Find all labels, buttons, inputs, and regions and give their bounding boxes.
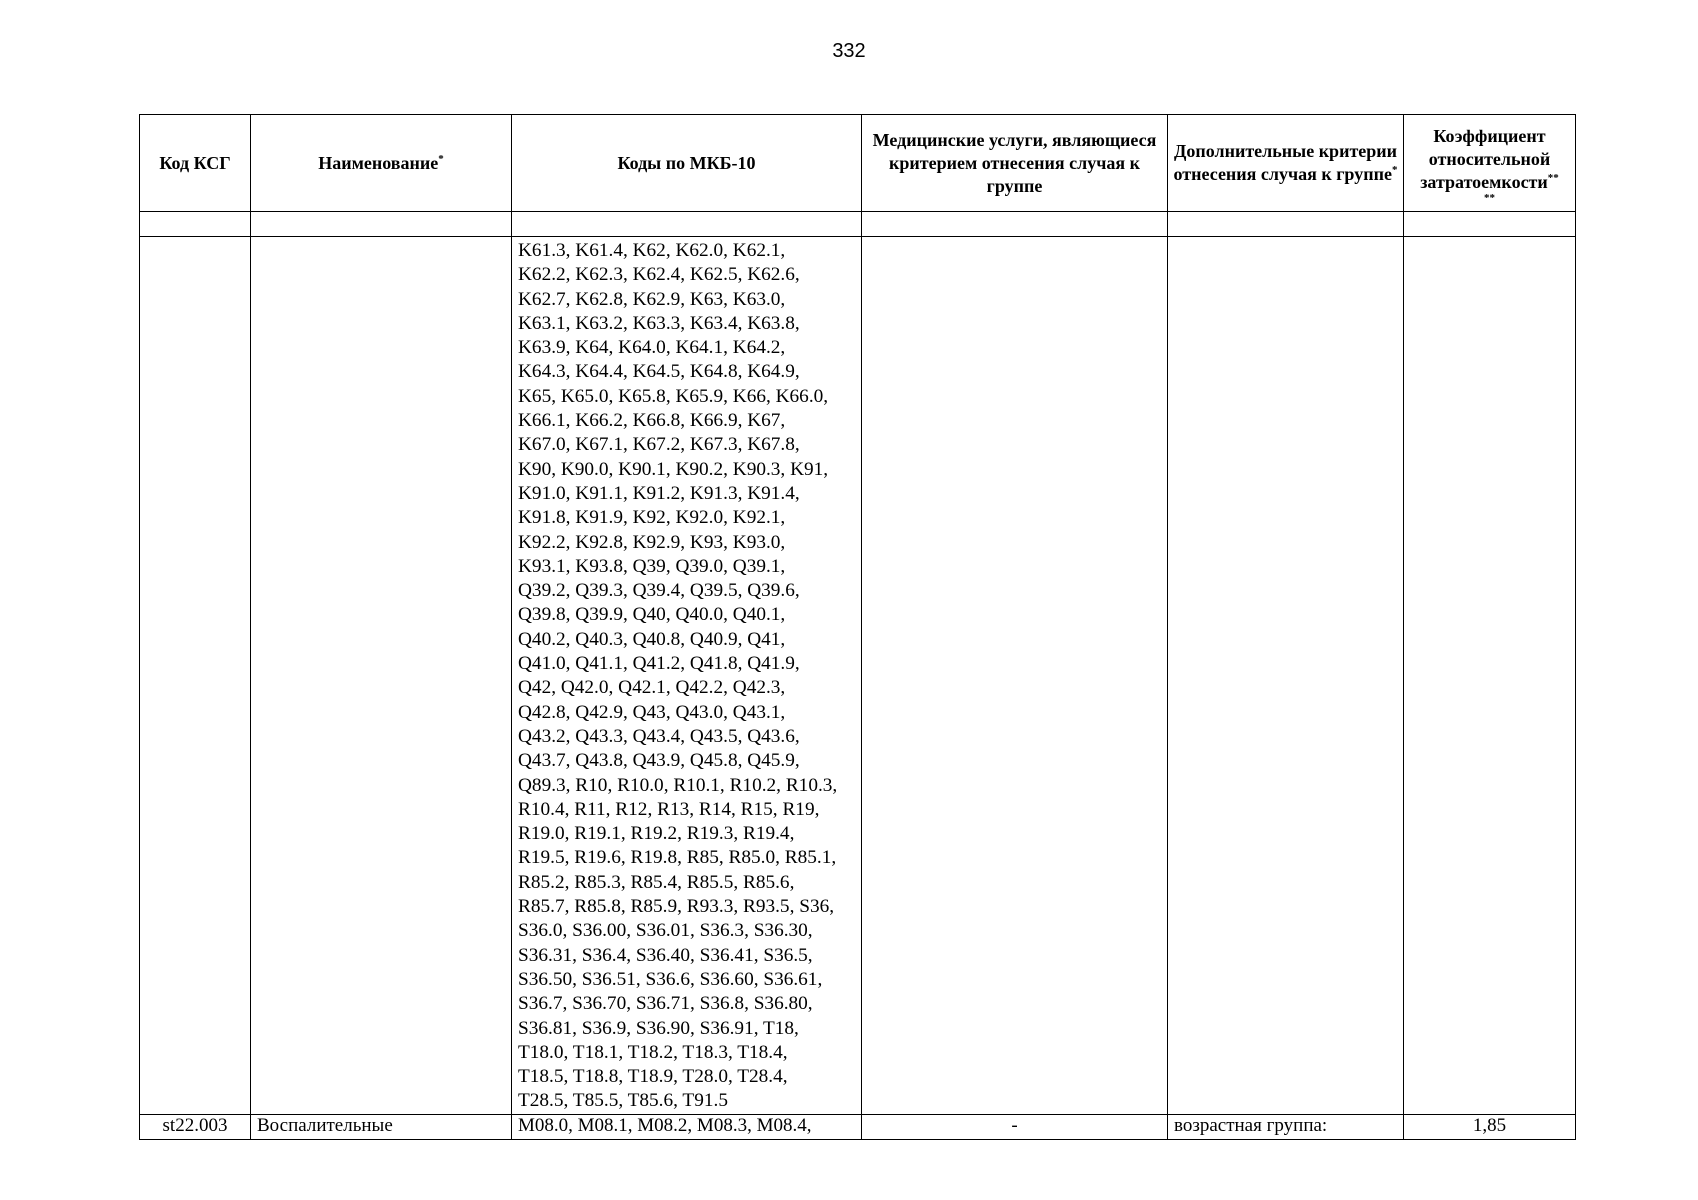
- mkb-code-line: K65, K65.0, K65.8, K65.9, K66, K66.0,: [518, 385, 829, 407]
- mkb-code-line: R19.5, R19.6, R19.8, R85, R85.0, R85.1,: [518, 847, 837, 869]
- header-name: Наименование*: [251, 115, 512, 212]
- mkb-code-line: S36.7, S36.70, S36.71, S36.8, S36.80,: [518, 993, 813, 1015]
- mkb-code-line: Q43.2, Q43.3, Q43.4, Q43.5, Q43.6,: [518, 725, 800, 747]
- mkb-code-line: Q41.0, Q41.1, Q41.2, Q41.8, Q41.9,: [518, 653, 800, 675]
- mkb-code-line: K62.7, K62.8, K62.9, K63, K63.0,: [518, 288, 786, 310]
- mkb-code-line: S36.31, S36.4, S36.40, S36.41, S36.5,: [518, 944, 813, 966]
- mkb-code-line: K67.0, K67.1, K67.2, K67.3, K67.8,: [518, 434, 800, 456]
- mkb-code-line: T18.5, T18.8, T18.9, T28.0, T28.4,: [518, 1066, 788, 1088]
- mkb-code-line: K90, K90.0, K90.1, K90.2, K90.3, K91,: [518, 458, 829, 480]
- mkb-code-line: K62.2, K62.3, K62.4, K62.5, K62.6,: [518, 264, 800, 286]
- cell-services: -: [862, 1114, 1168, 1139]
- header-extra: Дополнительные критерии отнесения случая к группе*: [1168, 115, 1404, 212]
- mkb-code-line: T28.5, T85.5, T85.6, T91.5: [518, 1090, 728, 1112]
- header-mkb: Коды по МКБ-10: [512, 115, 862, 212]
- spacer-row: [140, 212, 1576, 237]
- ksg-table: [139, 114, 1576, 1140]
- cell-code: st22.003: [140, 1114, 251, 1139]
- mkb-code-line: S36.81, S36.9, S36.90, S36.91, T18,: [518, 1017, 799, 1039]
- mkb-code-line: R85.2, R85.3, R85.4, R85.5, R85.6,: [518, 871, 795, 893]
- mkb-code-line: T18.0, T18.1, T18.2, T18.3, T18.4,: [518, 1041, 788, 1063]
- cell-code: [140, 237, 251, 1115]
- mkb-code-line: R10.4, R11, R12, R13, R14, R15, R19,: [518, 798, 820, 820]
- header-coef: Коэффициент относительной затратоемкости** **: [1404, 115, 1576, 212]
- mkb-code-line: Q89.3, R10, R10.0, R10.1, R10.2, R10.3,: [518, 774, 838, 796]
- mkb-code-line: Q42.8, Q42.9, Q43, Q43.0, Q43.1,: [518, 701, 786, 723]
- header-services: Медицинские услуги, являющиеся критерием отнесения случая к группе: [862, 115, 1168, 212]
- footnote-mark: *: [1391, 164, 1398, 176]
- mkb-code-line: K63.1, K63.2, K63.3, K63.4, K63.8,: [518, 312, 800, 334]
- mkb-code-line: Q39.8, Q39.9, Q40, Q40.0, Q40.1,: [518, 604, 786, 626]
- mkb-code-line: K66.1, K66.2, K66.8, K66.9, K67,: [518, 410, 786, 432]
- footnote-mark: **: [1484, 191, 1495, 204]
- mkb-code-line: Q39.2, Q39.3, Q39.4, Q39.5, Q39.6,: [518, 580, 800, 602]
- mkb-code-line: K92.2, K92.8, K92.9, K93, K93.0,: [518, 531, 786, 553]
- mkb-code-line: K61.3, K61.4, K62, K62.0, K62.1,: [518, 240, 786, 261]
- mkb-code-line: Q42, Q42.0, Q42.1, Q42.2, Q42.3,: [518, 677, 786, 699]
- mkb-code-line: K91.8, K91.9, K92, K92.0, K92.1,: [518, 507, 786, 529]
- cell-mkb-codes: [512, 237, 862, 1115]
- mkb-codes-list: [518, 239, 857, 1114]
- page-number: 332: [832, 40, 866, 62]
- table-row: [140, 237, 1576, 1115]
- cell-extra: возрастная группа:: [1168, 1114, 1404, 1139]
- footnote-mark: **: [1547, 171, 1559, 184]
- mkb-code-line: K93.1, K93.8, Q39, Q39.0, Q39.1,: [518, 555, 786, 577]
- mkb-code-line: K64.3, K64.4, K64.5, K64.8, K64.9,: [518, 361, 800, 383]
- cell-coef: [1404, 237, 1576, 1115]
- mkb-code-line: R19.0, R19.1, R19.2, R19.3, R19.4,: [518, 823, 795, 845]
- cell-name: [251, 237, 512, 1115]
- cell-extra: [1168, 237, 1404, 1115]
- mkb-code-line: K63.9, K64, K64.0, K64.1, K64.2,: [518, 337, 786, 359]
- header-row: [140, 115, 1576, 212]
- mkb-code-line: K91.0, K91.1, K91.2, K91.3, K91.4,: [518, 482, 800, 504]
- mkb-code-line: S36.0, S36.00, S36.01, S36.3, S36.30,: [518, 920, 813, 942]
- mkb-code-line: R85.7, R85.8, R85.9, R93.3, R93.5, S36,: [518, 896, 835, 918]
- cell-name: Воспалительные: [251, 1114, 512, 1139]
- mkb-code-line: Q40.2, Q40.3, Q40.8, Q40.9, Q41,: [518, 628, 786, 650]
- cell-services: [862, 237, 1168, 1115]
- mkb-code-line: Q43.7, Q43.8, Q43.9, Q45.8, Q45.9,: [518, 750, 800, 772]
- mkb-code-line: S36.50, S36.51, S36.6, S36.60, S36.61,: [518, 968, 823, 990]
- cell-coef: 1,85: [1404, 1114, 1576, 1139]
- header-code: Код КСГ: [140, 115, 251, 212]
- table-row: [140, 1114, 1576, 1139]
- cell-mkb-codes: M08.0, M08.1, M08.2, M08.3, M08.4,: [512, 1114, 862, 1139]
- footnote-mark: *: [438, 152, 444, 165]
